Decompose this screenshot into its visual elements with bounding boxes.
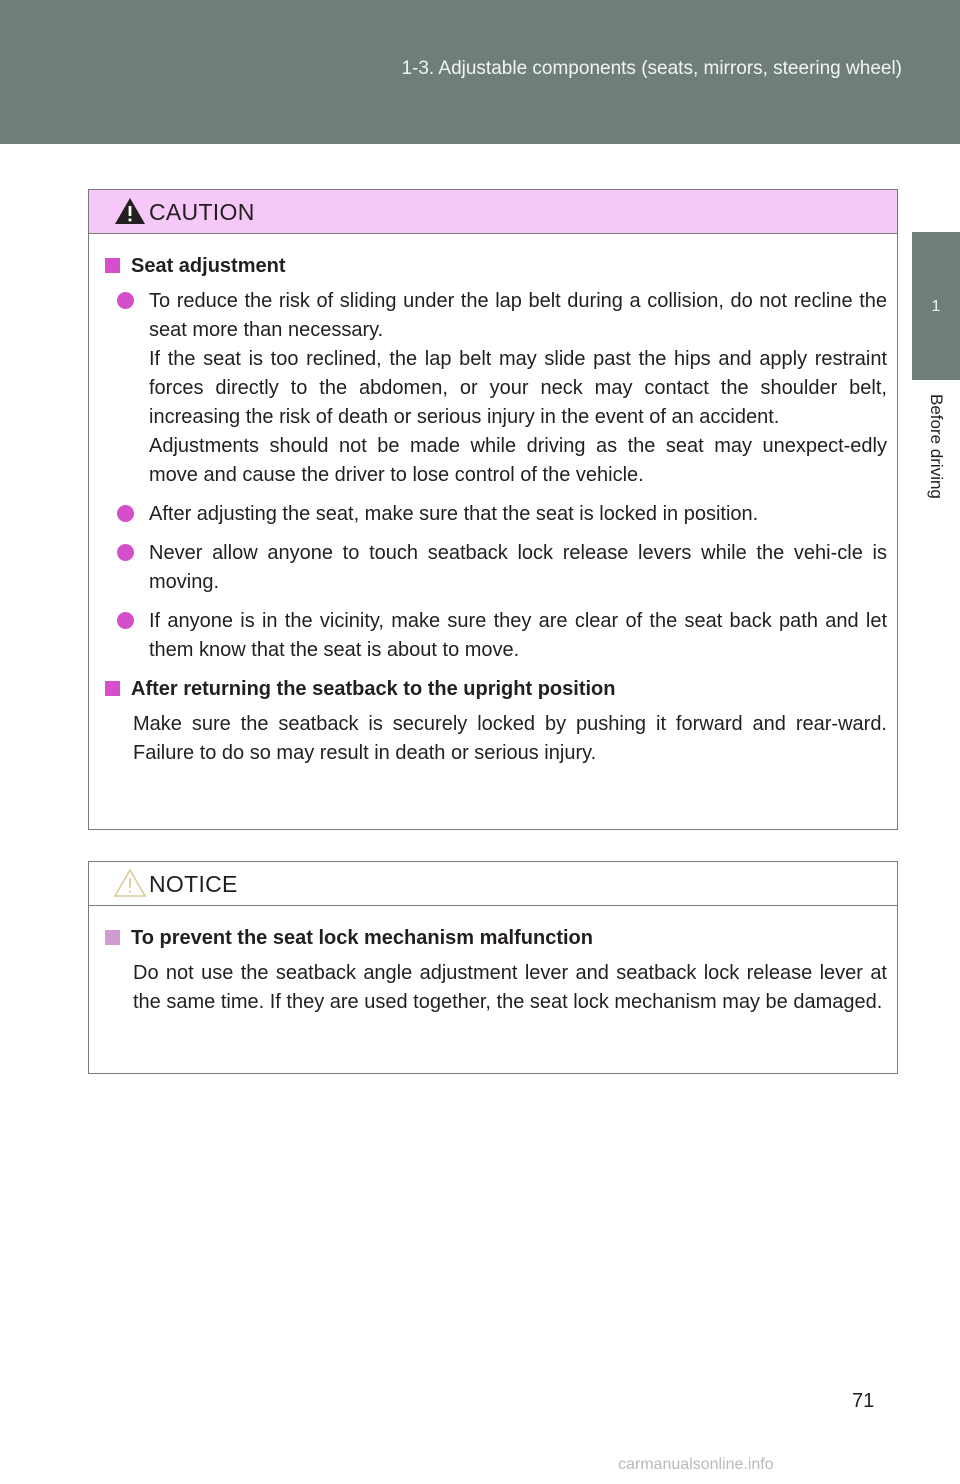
paragraph: If the seat is too reclined, the lap belt may slide past the hips and apply restraint forces directly to the abdomen, or your neck may contact the shoulder belt, increasing the risk of death or serious injury in the event of an accident. [149, 348, 887, 428]
circle-bullet-icon [117, 505, 134, 522]
warning-filled-icon [113, 196, 147, 226]
caution-header [89, 190, 897, 234]
square-bullet-icon [105, 258, 120, 273]
section-heading [105, 252, 887, 281]
notice-header [89, 862, 897, 906]
paragraph-block [133, 710, 887, 768]
square-bullet-icon [105, 681, 120, 696]
list-item [117, 607, 887, 665]
section-heading [105, 924, 887, 953]
paragraph: Do not use the seatback angle adjustment lever and seatback lock release lever at the same time. If they are used together, the seat lock mechanism may be damaged. [133, 962, 887, 1013]
paragraph: Never allow anyone to touch seatback lock release levers while the vehi-cle is moving. [149, 542, 887, 593]
circle-bullet-icon [117, 612, 134, 629]
list-item [117, 500, 887, 529]
section-heading-text: Seat adjustment [131, 255, 286, 277]
paragraph: If anyone is in the vicinity, make sure they are clear of the seat back path and let them know that the seat is about to move. [149, 610, 887, 661]
chapter-label-area [912, 380, 960, 550]
list-item [117, 287, 887, 490]
page-header [0, 0, 960, 144]
paragraph: To reduce the risk of sliding under the lap belt during a collision, do not recline the seat more than necessary. [149, 290, 887, 341]
section-title: 1-3. Adjustable components (seats, mirrors, steering wheel) [401, 58, 902, 79]
paragraph: Make sure the seatback is securely locked by pushing it forward and rear-ward. Failure to do so may result in death or serious injury. [133, 713, 887, 764]
square-bullet-icon [105, 930, 120, 945]
caution-body [89, 234, 897, 768]
chapter-number: 1 [931, 298, 941, 315]
chapter-label: Before driving [927, 394, 946, 499]
warning-outline-icon [113, 868, 147, 898]
chapter-tab [912, 232, 960, 380]
notice-box [88, 861, 898, 1074]
caution-label: CAUTION [149, 199, 255, 225]
section-heading-text: After returning the seatback to the upright position [131, 678, 616, 700]
notice-body [89, 906, 897, 1017]
paragraph: Adjustments should not be made while driving as the seat may unexpect-edly move and cause the driver to lose control of the vehicle. [149, 435, 887, 486]
watermark: carmanualsonline.info [618, 1456, 774, 1473]
list-item [117, 539, 887, 597]
circle-bullet-icon [117, 292, 134, 309]
caution-box [88, 189, 898, 830]
notice-label: NOTICE [149, 871, 238, 897]
circle-bullet-icon [117, 544, 134, 561]
paragraph: After adjusting the seat, make sure that the seat is locked in position. [149, 503, 759, 525]
paragraph-block [133, 959, 887, 1017]
section-heading-text: To prevent the seat lock mechanism malfunction [131, 927, 593, 949]
section-heading [105, 675, 887, 704]
page-number: 71 [852, 1390, 875, 1412]
